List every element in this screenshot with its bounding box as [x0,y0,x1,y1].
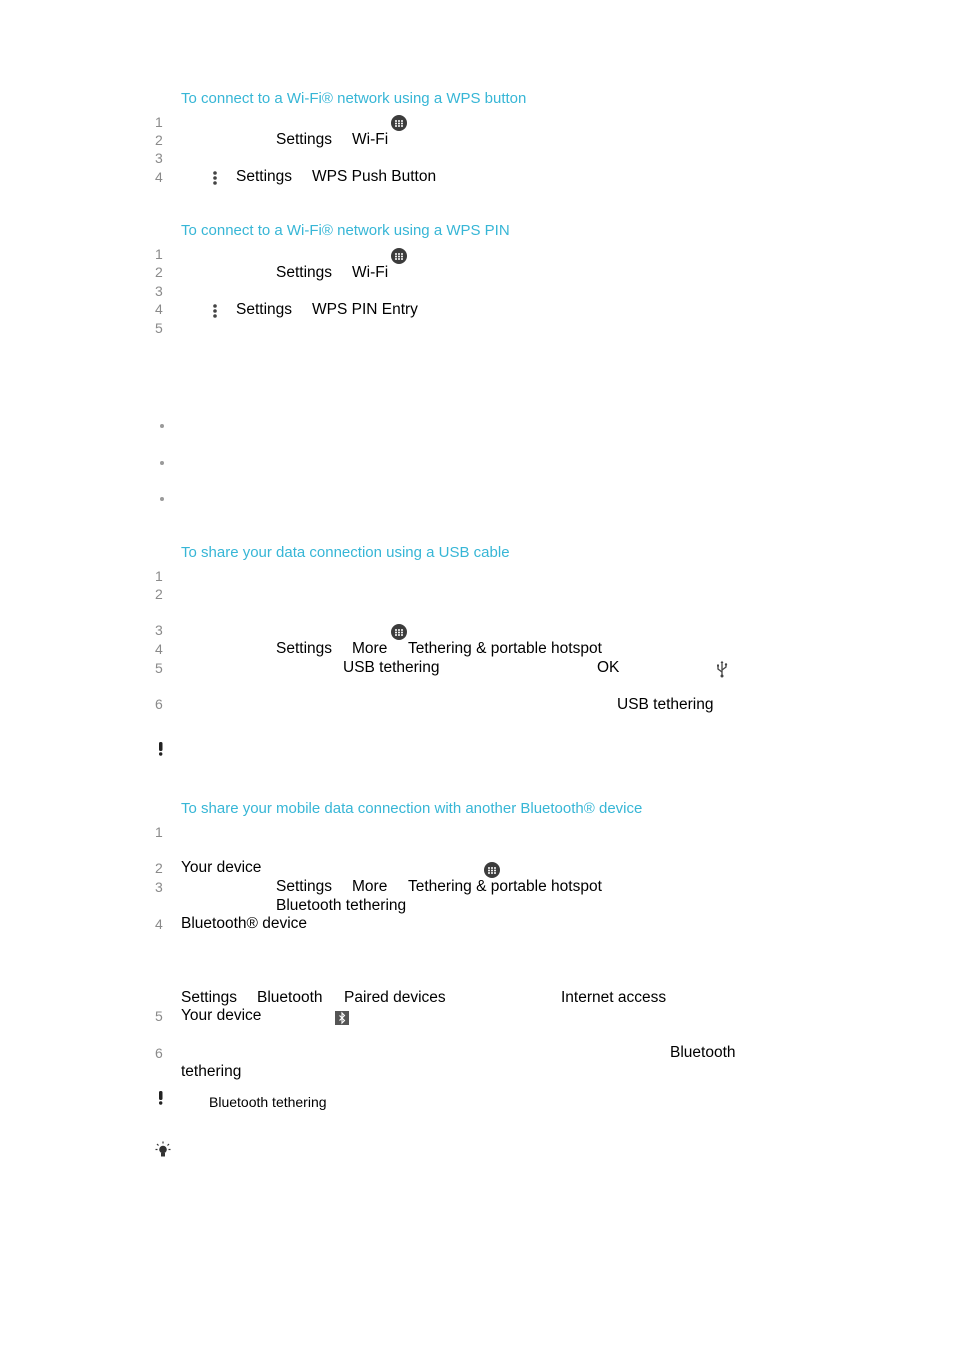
bluetooth-tethering-label: Bluetooth tethering [276,897,407,914]
settings-label: Settings [276,640,333,657]
step-number: 5 [155,320,163,336]
settings-label: Settings [181,989,238,1006]
step-number: 1 [155,568,163,584]
bluetooth-label: Bluetooth [670,1044,736,1061]
step-number: 3 [155,150,163,166]
step-number: 3 [155,283,163,299]
step-number: 1 [155,246,163,262]
overflow-menu-icon [212,169,218,187]
bullet-point [160,497,164,501]
bullet-point [160,424,164,428]
usb-tethering-label: USB tethering [617,696,714,713]
step-number: 4 [155,641,163,657]
apps-grid-icon [391,248,407,264]
step-number: 4 [155,169,163,185]
bluetooth-tethering-note-label: Bluetooth tethering [209,1094,327,1110]
settings-label: Settings [276,264,333,281]
exclamation-icon [155,741,167,757]
more-label: More [352,640,388,657]
step-number: 5 [155,660,163,676]
settings-label: Settings [236,168,293,185]
wps-push-button-label: WPS Push Button [312,168,437,185]
apps-grid-icon [391,624,407,640]
step-number: 2 [155,860,163,876]
apps-grid-icon [484,862,500,878]
step-number: 2 [155,132,163,148]
step-number: 6 [155,1045,163,1061]
internet-access-label: Internet access [561,989,667,1006]
step-number: 1 [155,824,163,840]
tethering-hotspot-label: Tethering & portable hotspot [408,640,602,657]
bluetooth-icon [335,1011,349,1025]
step-number: 2 [155,264,163,280]
exclamation-icon [155,1090,167,1106]
step-number: 1 [155,114,163,130]
bluetooth-label: Bluetooth [257,989,323,1006]
usb-icon [715,660,729,678]
heading-wps-pin: To connect to a Wi-Fi® network using a WPS PIN [181,222,510,239]
usb-tethering-label: USB tethering [343,659,440,676]
lightbulb-icon [155,1141,171,1159]
step-number: 3 [155,622,163,638]
settings-label: Settings [276,878,333,895]
heading-bluetooth-tethering: To share your mobile data connection with another Bluetooth® device [181,800,643,817]
overflow-menu-icon [212,302,218,320]
step-number: 5 [155,1008,163,1024]
step-number: 6 [155,696,163,712]
more-label: More [352,878,388,895]
heading-usb-tethering: To share your data connection using a USB cable [181,544,510,561]
wifi-label: Wi-Fi [352,264,389,281]
step-number: 4 [155,916,163,932]
step-number: 4 [155,301,163,317]
bullet-point [160,461,164,465]
ok-label: OK [597,659,620,676]
heading-wps-button: To connect to a Wi-Fi® network using a WPS button [181,90,527,107]
wps-pin-entry-label: WPS PIN Entry [312,301,418,318]
tethering-label: tethering [181,1063,242,1080]
bluetooth-device-label: Bluetooth® device [181,915,308,932]
apps-grid-icon [391,115,407,131]
your-device-label: Your device [181,859,262,876]
settings-label: Settings [276,131,333,148]
tethering-hotspot-label: Tethering & portable hotspot [408,878,602,895]
your-device-label: Your device [181,1007,262,1024]
wifi-label: Wi-Fi [352,131,389,148]
step-number: 3 [155,879,163,895]
paired-devices-label: Paired devices [344,989,446,1006]
settings-label: Settings [236,301,293,318]
step-number: 2 [155,586,163,602]
